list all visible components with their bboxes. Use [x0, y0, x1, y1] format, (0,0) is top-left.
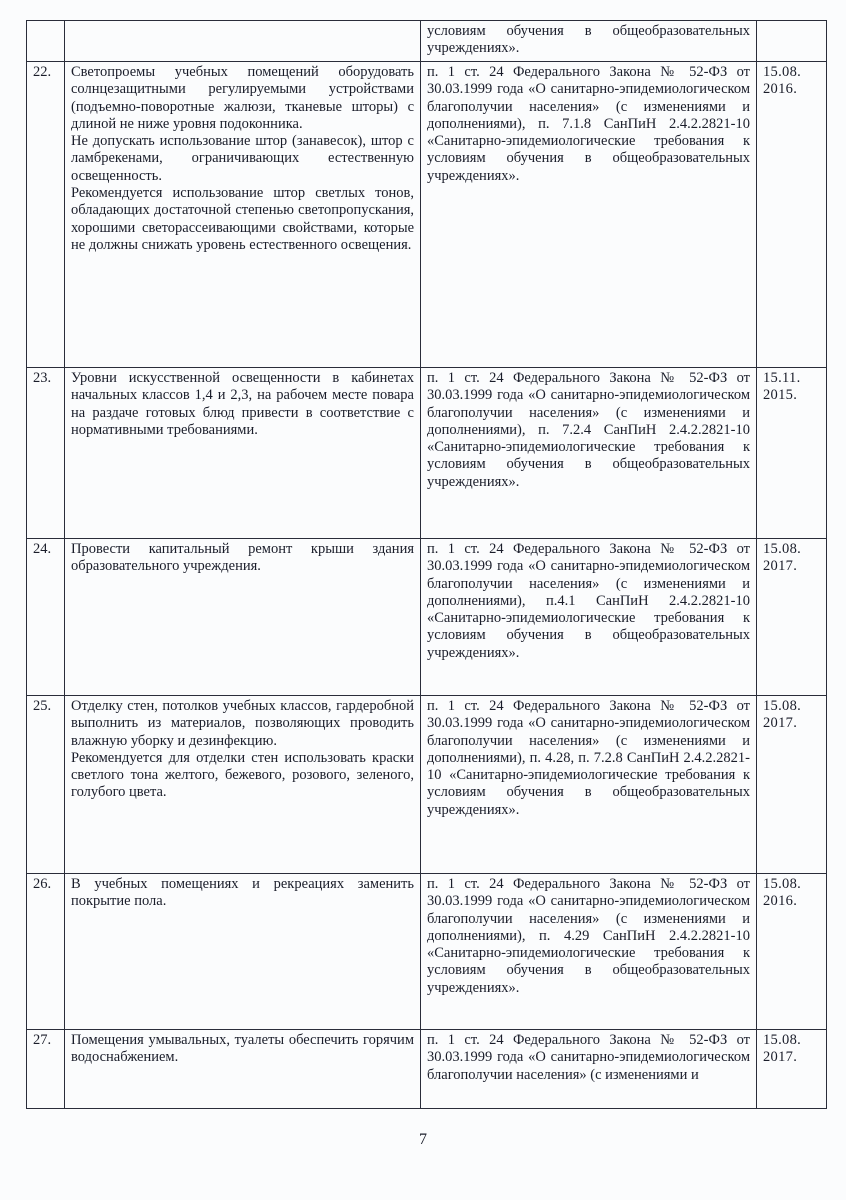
- task-paragraph: Рекомендуется для отделки стен использовать краски светлого тона желтого, бежевого, розового, зеленого, голубого цвета.: [71, 749, 414, 801]
- task-cell: [65, 1030, 421, 1109]
- task-paragraph: Рекомендуется использование штор светлых тонов, обладающих достаточной степенью светопропускания, хорошими светорассеивающими свойствами, которые не должны снижать уровень естественного освещения.: [71, 185, 414, 253]
- legal-basis: п. 1 ст. 24 Федерального Закона № 52-ФЗ от 30.03.1999 года «О санитарно-эпидемиологическом благополучии населения» (с изменениями и: [421, 1030, 757, 1109]
- deadline-cell: [757, 21, 827, 62]
- table-row: [27, 539, 827, 696]
- task-cell: [65, 539, 421, 696]
- table-row: [27, 368, 827, 539]
- deadline-date: 15.11. 2015.: [757, 368, 827, 539]
- row-number: 22.: [27, 62, 65, 368]
- task-paragraph: Помещения умывальных, туалеты обеспечить горячим водоснабжением.: [71, 1032, 414, 1066]
- task-paragraph: Светопроемы учебных помещений оборудовать солнцезащитными регулируемыми устройствами (подъемно-поворотные жалюзи, тканевые шторы) с длиной не ниже уровня подоконника.: [71, 64, 414, 132]
- task-cell: [65, 21, 421, 62]
- deadline-date: 15.08. 2017.: [757, 1030, 827, 1109]
- table-row: [27, 874, 827, 1030]
- task-paragraph: В учебных помещениях и рекреациях заменить покрытие пола.: [71, 876, 414, 910]
- task-cell: [65, 874, 421, 1030]
- legal-basis-cell: условиям обучения в общеобразовательных учреждениях».: [421, 21, 757, 62]
- task-paragraph: Не допускать использование штор (занавесок), штор с ламбрекенами, ограничивающих естественную освещенность.: [71, 133, 414, 184]
- deadline-date: 15.08. 2017.: [757, 696, 827, 874]
- legal-basis: п. 1 ст. 24 Федерального Закона № 52-ФЗ от 30.03.1999 года «О санитарно-эпидемиологическом благополучии населения» (с изменениями и дополнениями), п. 7.2.4 СанПиН 2.4.2.2821-10 «Санитарно-эпидемиологические требования к условиям обучения в общеобразовательных учреждениях».: [421, 368, 757, 539]
- table-row-continued: [27, 21, 827, 62]
- legal-basis: п. 1 ст. 24 Федерального Закона № 52-ФЗ от 30.03.1999 года «О санитарно-эпидемиологическом благополучии населения» (с изменениями и дополнениями), п. 4.29 СанПиН 2.4.2.2821-10 «Санитарно-эпидемиологические требования к условиям обучения в общеобразовательных учреждениях».: [421, 874, 757, 1030]
- task-cell: [65, 696, 421, 874]
- legal-basis: п. 1 ст. 24 Федерального Закона № 52-ФЗ от 30.03.1999 года «О санитарно-эпидемиологическом благополучии населения» (с изменениями и дополнениями), п. 7.1.8 СанПиН 2.4.2.2821-10 «Санитарно-эпидемиологические требования к условиям обучения в общеобразовательных учреждениях».: [421, 62, 757, 368]
- legal-basis: п. 1 ст. 24 Федерального Закона № 52-ФЗ от 30.03.1999 года «О санитарно-эпидемиологическом благополучии населения» (с изменениями и дополнениями), п. 4.28, п. 7.2.8 СанПиН 2.4.2.2821-10 «Санитарно-эпидемиологические требования к условиям обучения в общеобразовательных учреждениях».: [421, 696, 757, 874]
- row-number-cell: [27, 21, 65, 62]
- row-number: 23.: [27, 368, 65, 539]
- row-number: 27.: [27, 1030, 65, 1109]
- table-row: [27, 1030, 827, 1109]
- task-cell: [65, 368, 421, 539]
- task-cell: [65, 62, 421, 368]
- deadline-date: 15.08. 2017.: [757, 539, 827, 696]
- task-paragraph: Уровни искусственной освещенности в кабинетах начальных классов 1,4 и 2,3, на рабочем месте повара на раздаче готовых блюд привести в соответствие с нормативными требованиями.: [71, 370, 414, 438]
- deadline-date: 15.08. 2016.: [757, 874, 827, 1030]
- table-row: [27, 62, 827, 368]
- deadline-date: 15.08. 2016.: [757, 62, 827, 368]
- row-number: 25.: [27, 696, 65, 874]
- table-row: [27, 696, 827, 874]
- row-number: 24.: [27, 539, 65, 696]
- row-number: 26.: [27, 874, 65, 1030]
- task-paragraph: Провести капитальный ремонт крыши здания образовательного учреждения.: [71, 541, 414, 575]
- page-number: 7: [419, 1131, 427, 1148]
- task-paragraph: Отделку стен, потолков учебных классов, гардеробной выполнить из материалов, позволяющих проводить влажную уборку и дезинфекцию.: [71, 698, 414, 749]
- legal-basis: п. 1 ст. 24 Федерального Закона № 52-ФЗ от 30.03.1999 года «О санитарно-эпидемиологическом благополучии населения» (с изменениями и дополнениями), п.4.1 СанПиН 2.4.2.2821-10 «Санитарно-эпидемиологические требования к условиям обучения в общеобразовательных учреждениях».: [421, 539, 757, 696]
- requirements-table: [26, 20, 827, 1109]
